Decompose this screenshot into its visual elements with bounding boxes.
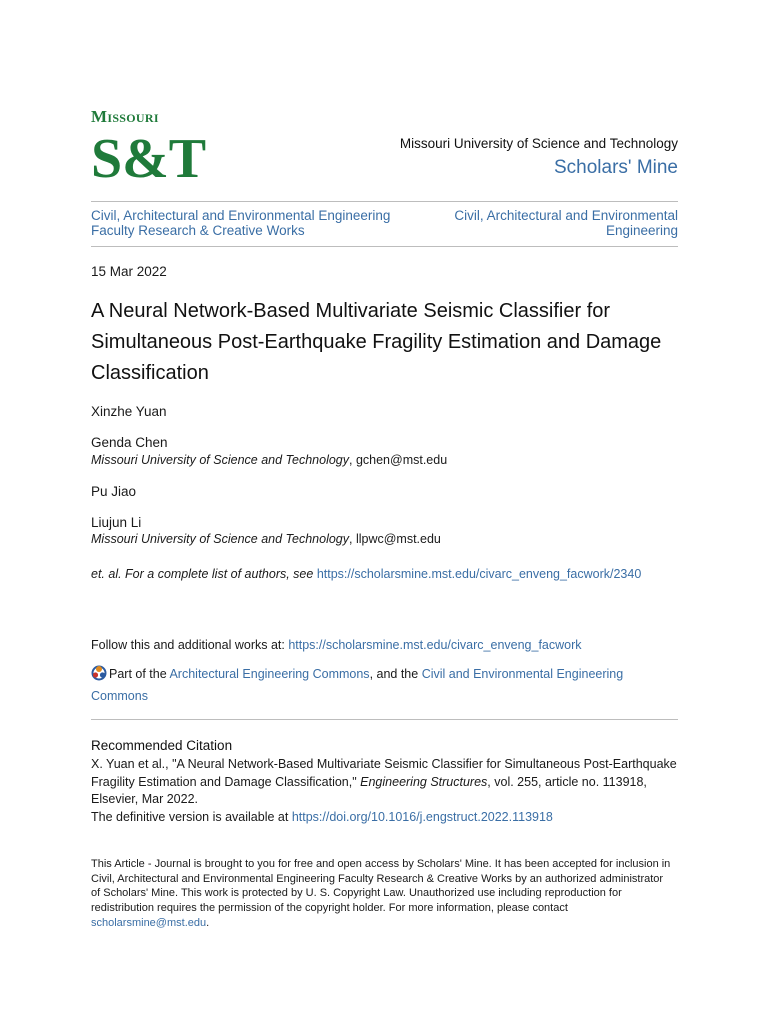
logo-wordmark: Missouri (91, 107, 159, 126)
cover-page (91, 0, 678, 1024)
institution-name: Missouri University of Science and Technology (399, 136, 678, 151)
part-of-commons: Part of the Architectural Engineering Commons, and the Civil and Environmental Engineering Commons (91, 667, 624, 703)
article-title: A Neural Network-Based Multivariate Seismic Classifier for Simultaneous Post-Earthquake Fragility Estimation and Damage Classification (91, 300, 662, 384)
doi-link[interactable]: https://doi.org/10.1016/j.engstruct.2022.113918 (291, 809, 553, 824)
commons-network-icon (91, 665, 107, 681)
breadcrumb-faculty-works[interactable]: Civil, Architectural and Environmental Engineering Faculty Research & Creative Works (91, 208, 391, 238)
recommended-citation-heading: Recommended Citation (91, 738, 233, 753)
recommended-citation: X. Yuan et al., "A Neural Network-Based Multivariate Seismic Classifier for Simultaneous Post-Earthquake Fragility Estimation and Damage Classification," Engineering Structures, vol. 255, article no. 113918, Elsevier, Mar 2022. The definitive version is available at https://doi.org/10.1016/j.engstruct.2022.113918 (91, 757, 677, 824)
author-name: Xinzhe Yuan (91, 404, 167, 419)
divider (91, 246, 678, 247)
civil-environmental-engineering-commons-link[interactable]: Civil and Environmental Engineering Commons (91, 667, 624, 703)
journal-name: Engineering Structures (360, 774, 488, 789)
author-name: Pu Jiao (91, 484, 137, 499)
breadcrumb-department[interactable]: Civil, Architectural and Environmental Engineering (454, 208, 678, 238)
author-name: Genda Chen (91, 435, 168, 450)
author-affiliation: Missouri University of Science and Technology, gchen@mst.edu (91, 453, 448, 467)
follow-works: Follow this and additional works at: https://scholarsmine.mst.edu/civarc_enveng_facwork (91, 638, 582, 652)
logo-letters: S&T (91, 128, 207, 190)
missouri-st-logo[interactable] (91, 107, 207, 190)
divider (91, 719, 678, 720)
architectural-engineering-commons-link[interactable]: Architectural Engineering Commons (169, 667, 370, 681)
st-logo-mark (91, 127, 207, 190)
contact-email-link[interactable]: scholarsmine@mst.edu (91, 916, 207, 929)
copyright-notice: This Article - Journal is brought to you for free and open access by Scholars' Mine. It has been accepted for inclusion in Civil, Architectural and Environmental Engineering Faculty Research & Creative Works by an authorized administrator of Scholars' Mine. This work is protected by U. S. Copyright Law. Unauthorized use including reproduction for redistribution requires the permission of the copyright holder. For more information, please contact scholarsmine@mst.edu. (91, 858, 671, 929)
divider (91, 201, 678, 202)
author-affiliation: Missouri University of Science and Technology, llpwc@mst.edu (91, 532, 441, 546)
scholars-mine-link[interactable]: Scholars' Mine (553, 157, 678, 178)
author-list-note: et. al. For a complete list of authors, see https://scholarsmine.mst.edu/civarc_enveng_facwork/2340 (91, 567, 642, 581)
author-list-link[interactable]: https://scholarsmine.mst.edu/civarc_enveng_facwork/2340 (316, 567, 642, 581)
follow-link[interactable]: https://scholarsmine.mst.edu/civarc_enveng_facwork (288, 638, 582, 652)
author-name: Liujun Li (91, 515, 142, 530)
publication-date: 15 Mar 2022 (91, 264, 167, 279)
